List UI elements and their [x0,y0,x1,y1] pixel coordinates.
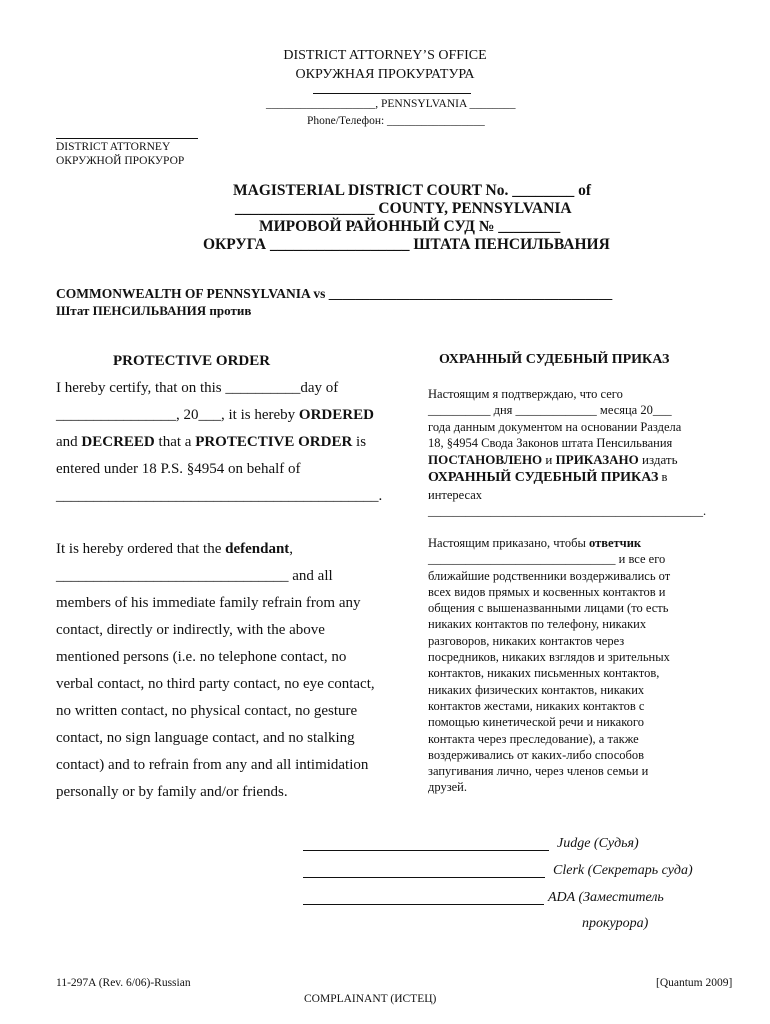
russian-p2-line: контактов, никаких письменных контактов, [428,666,660,681]
office-blank-line [313,93,471,94]
ada-signature-line [303,904,544,905]
russian-p1-line2: __________ дня _____________ месяца 20___ [428,403,672,418]
judge-label: Judge (Судья) [557,836,639,851]
english-p2-line3: members of his immediate family refrain from any [56,595,361,611]
english-p1-line4: entered under 18 P.S. §4954 on behalf of [56,461,301,477]
russian-p1-line5: ПОСТАНОВЛЕНО и ПРИКАЗАНО издать [428,452,678,468]
da-label-en: DISTRICT ATTORNEY [56,141,171,153]
russian-p2-line: друзей. [428,780,467,795]
english-p2-line8: contact, no sign language contact, and no stalking [56,730,355,746]
complainant-label: COMPLAINANT (ИСТЕЦ) [304,993,437,1005]
russian-p1-line4: 18, §4954 Свода Законов штата Пенсильвания [428,435,673,450]
russian-p2-body [428,568,728,796]
court-line-2: __________________ COUNTY, PENNSYLVANIA [235,200,572,217]
office-title-ru: ОКРУЖНАЯ ПРОКУРАТУРА [295,67,475,82]
russian-p2-line: никаких физических контактов, никаких [428,682,645,697]
form-number: 11-297A (Rev. 6/06)-Russian [56,977,191,989]
state-line: ___________________, PENNSYLVANIA ________ [266,98,516,110]
english-p2-line5: mentioned persons (i.e. no telephone contact, no [56,649,347,665]
judge-signature-line [303,850,549,851]
russian-p2-line: всех видов прямых и косвенных контактов и [428,584,666,599]
russian-p2-line: ближайшие родственники воздерживались от [428,568,671,583]
russian-p2-line: воздерживались от каких-либо способов [428,747,645,762]
phone-line: Phone/Телефон: _________________ [307,115,485,127]
caption-ru: Штат ПЕНСИЛЬВАНИЯ против [56,303,252,318]
ada-label: ADA (Заместитель [548,890,664,905]
da-label-ru: ОКРУЖНОЙ ПРОКУРОР [56,155,185,167]
russian-p2-line: посредников, никаких взглядов и зрительных [428,650,670,665]
russian-p1-line8: ____________________________________________. [428,504,707,519]
russian-p2 [428,535,728,796]
russian-p1-line3: года данным документом на основании Раздела [428,419,682,434]
english-p2-line1: It is hereby ordered that the defendant, [56,541,294,557]
office-title-en: DISTRICT ATTORNEY’S OFFICE [283,48,487,63]
court-line-4: ОКРУГА __________________ ШТАТА ПЕНСИЛЬВАНИЯ [203,236,610,253]
russian-p2-line1: Настоящим приказано, чтобы ответчик [428,536,642,550]
russian-p2-line: разговоров, никаких контактов через [428,633,625,648]
russian-p2-line2: ______________________________ и все его [428,552,666,567]
russian-p2-line: помощью кинетической речи и никакого [428,715,644,730]
caption-en: COMMONWEALTH OF PENNSYLVANIA vs __________________________________________ [56,286,613,301]
court-line-3: МИРОВОЙ РАЙОННЫЙ СУД № ________ [259,218,561,235]
russian-p2-line: никаких контактов по телефону, никаких [428,617,647,632]
da-blank-line [56,138,198,139]
russian-p1-line7: интересах [428,488,482,503]
russian-p2-line: контактов жестами, никаких контактов с [428,698,645,713]
clerk-label: Clerk (Секретарь суда) [553,863,693,878]
russian-p1-line1: Настоящим я подтверждаю, что сего [428,387,623,401]
russian-p1-line6: ОХРАННЫЙ СУДЕБНЫЙ ПРИКАЗ в [428,470,668,486]
english-p1-line3: and DECREED that a PROTECTIVE ORDER is [56,434,367,450]
english-p2-line9: contact) and to refrain from any and all intimidation [56,757,369,773]
english-p1-line5: ___________________________________________. [56,488,383,504]
russian-p2-line: общения с вышеназванными лицами (то есть [428,601,669,616]
ada-label-2: прокурора) [582,916,649,931]
english-p2-line6: verbal contact, no third party contact, no eye contact, [56,676,375,692]
english-p2-line10: personally or by family and/or friends. [56,784,288,800]
english-title: PROTECTIVE ORDER [113,353,271,369]
russian-p1 [428,386,728,520]
english-p1-line1: I hereby certify, that on this __________day of [56,380,339,396]
russian-title: ОХРАННЫЙ СУДЕБНЫЙ ПРИКАЗ [439,352,670,367]
court-line-1: MAGISTERIAL DISTRICT COURT No. ________ of [233,182,592,199]
russian-p2-line: запугивания лично, через членов семьи и [428,764,649,779]
english-p1-line2: ________________, 20___, it is hereby ORDERED [56,407,374,423]
english-p2-line7: no written contact, no physical contact, no gesture [56,703,358,719]
english-p2-line2: _______________________________ and all [56,568,333,584]
quantum-label: [Quantum 2009] [656,977,733,989]
clerk-signature-line [303,877,545,878]
russian-p2-line: контакта через преследование), а также [428,731,639,746]
english-p2-line4: contact, directly or indirectly, with the above [56,622,325,638]
